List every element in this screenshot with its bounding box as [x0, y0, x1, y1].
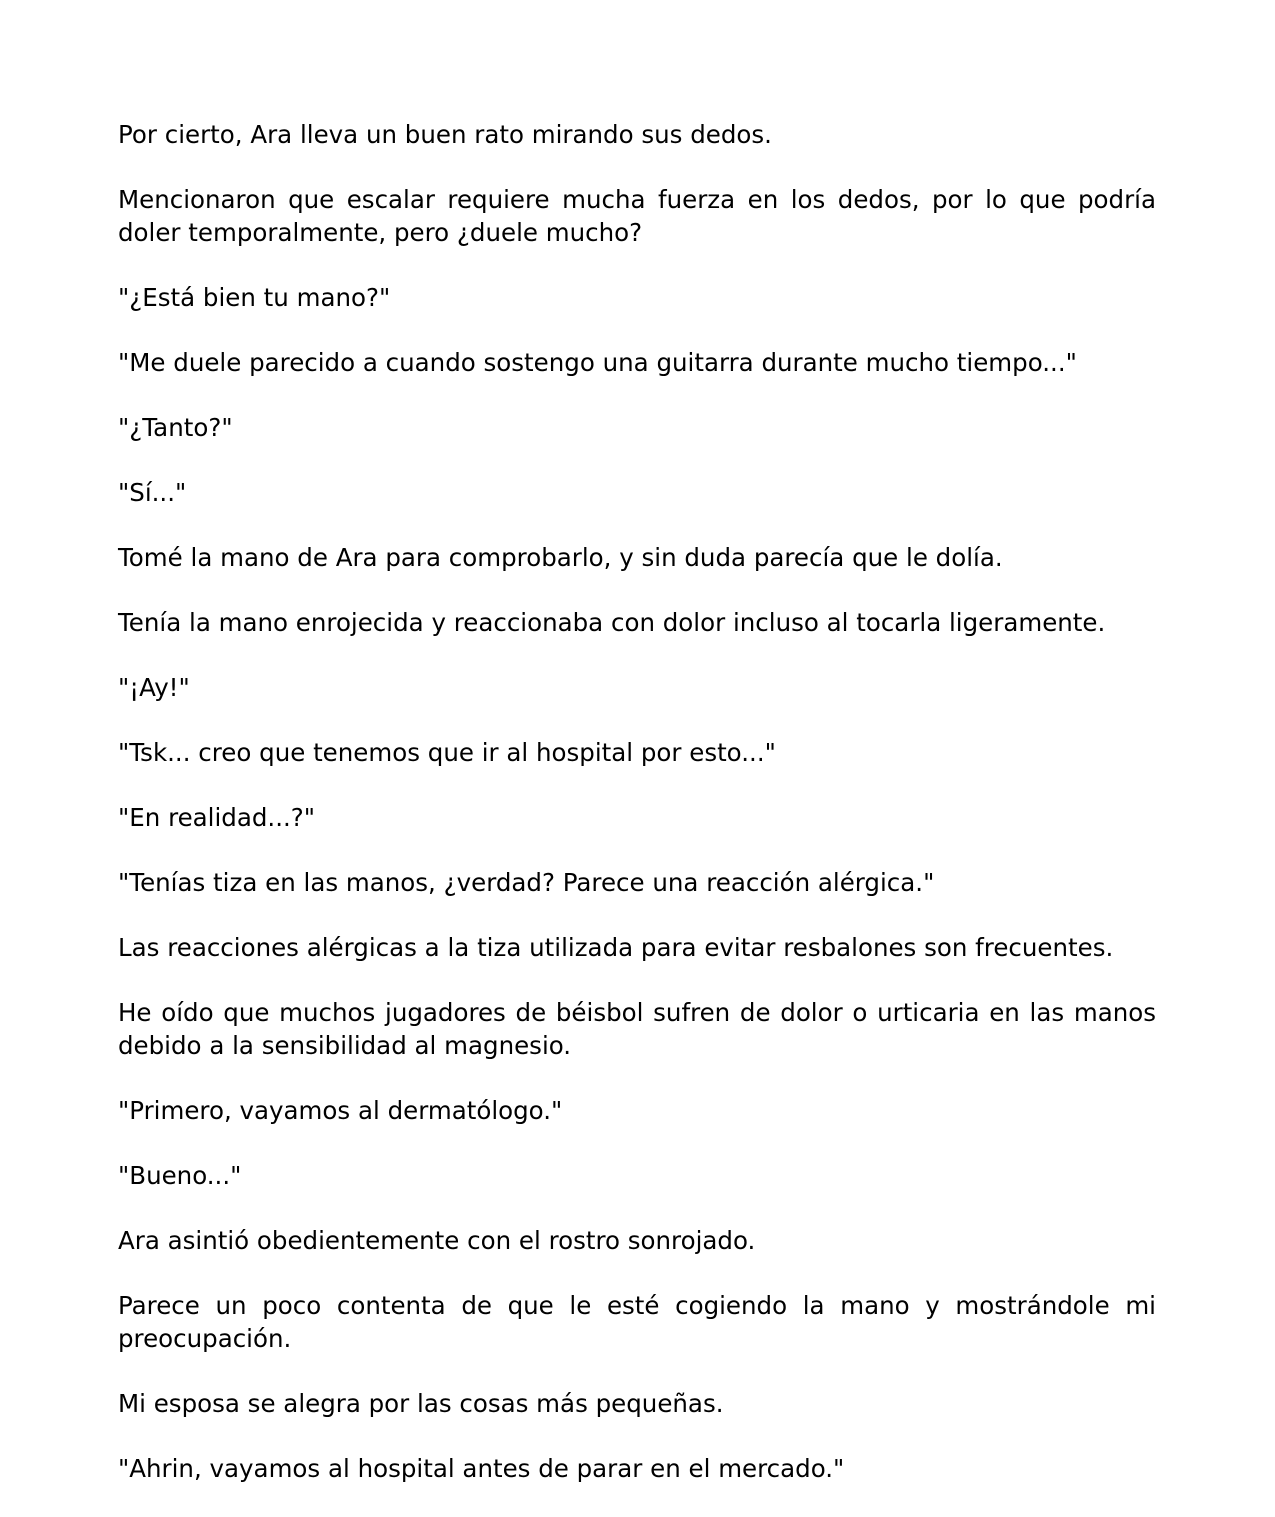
document-page [118, 118, 1156, 1517]
paragraph: Tomé la mano de Ara para comprobarlo, y sin duda parecía que le dolía. [118, 543, 1003, 572]
paragraph: Tenía la mano enrojecida y reaccionaba con dolor incluso al tocarla ligeramente. [118, 608, 1106, 637]
paragraph: Parece un poco contenta de que le esté cogiendo la mano y mostrándole mi preocupación. [118, 1291, 1156, 1353]
paragraph: Por cierto, Ara lleva un buen rato mirando sus dedos. [118, 120, 772, 149]
paragraph: "Tsk... creo que tenemos que ir al hospital por esto..." [118, 738, 776, 767]
paragraph: "¡Ay!" [118, 673, 190, 702]
paragraph: "Me duele parecido a cuando sostengo una guitarra durante mucho tiempo..." [118, 348, 1077, 377]
paragraph: Las reacciones alérgicas a la tiza utilizada para evitar resbalones son frecuentes. [118, 933, 1114, 962]
paragraph: "Tenías tiza en las manos, ¿verdad? Parece una reacción alérgica." [118, 868, 935, 897]
paragraph: Mencionaron que escalar requiere mucha fuerza en los dedos, por lo que podría doler temporalmente, pero ¿duele mucho? [118, 185, 1156, 247]
paragraph: "¿Tanto?" [118, 413, 233, 442]
paragraph: "En realidad...?" [118, 803, 316, 832]
paragraph: "¿Está bien tu mano?" [118, 283, 391, 312]
paragraph: He oído que muchos jugadores de béisbol sufren de dolor o urticaria en las manos debido a la sensibilidad al magnesio. [118, 998, 1156, 1060]
paragraph: Ara asintió obedientemente con el rostro sonrojado. [118, 1226, 756, 1255]
paragraph: Mi esposa se alegra por las cosas más pequeñas. [118, 1389, 724, 1418]
paragraph: "Ahrin, vayamos al hospital antes de parar en el mercado." [118, 1454, 845, 1483]
paragraph: "Bueno..." [118, 1161, 242, 1190]
paragraph: "Sí..." [118, 478, 187, 507]
paragraph: "Primero, vayamos al dermatólogo." [118, 1096, 563, 1125]
